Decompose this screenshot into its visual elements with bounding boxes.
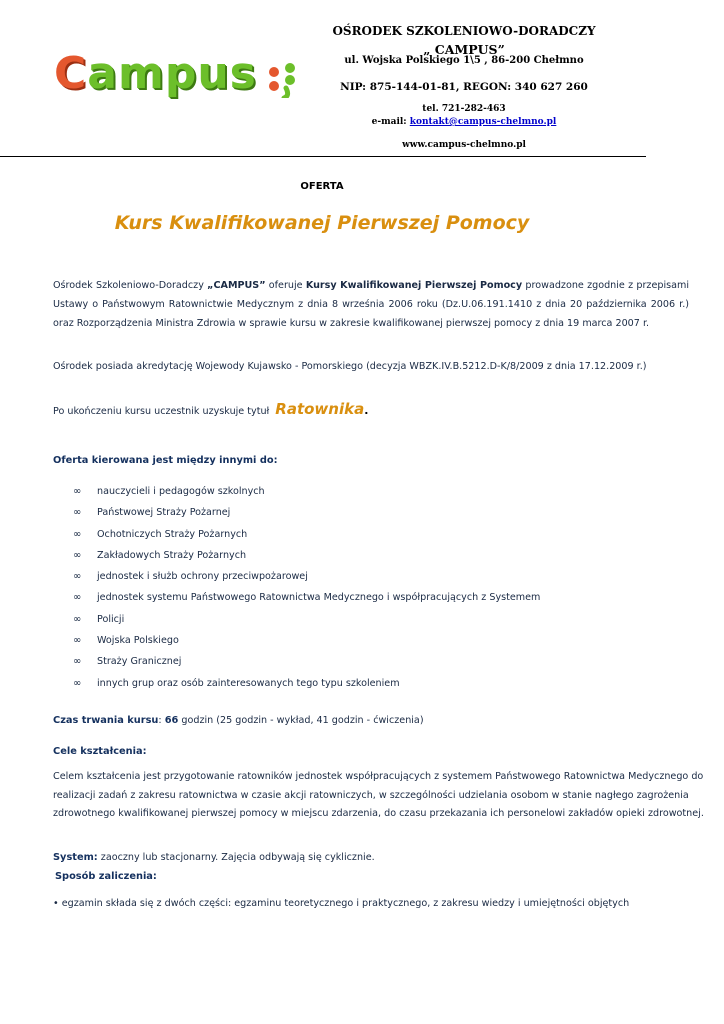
list-item	[73, 609, 540, 630]
audience-heading: Oferta kierowana jest między innymi do:	[53, 455, 278, 466]
system-text: zaoczny lub stacjonarny. Zajęcia odbywają się cyklicznie.	[97, 852, 375, 863]
header-divider	[0, 156, 646, 157]
offer-label: OFERTA	[300, 181, 344, 192]
intro-paragraph	[53, 276, 689, 333]
title-ratownika: Ratownika	[275, 400, 365, 418]
list-item-text: Zakładowych Straży Pożarnych	[97, 549, 247, 561]
logo-wordmark: Campus	[54, 48, 257, 99]
duration-label: Czas trwania kursu	[53, 715, 159, 726]
email-link[interactable]: kontakt@campus-chelmno.pl	[409, 117, 557, 127]
list-item	[73, 566, 540, 587]
list-item-text: Wojska Polskiego	[97, 635, 179, 647]
goals-heading: Cele kształcenia:	[53, 746, 147, 757]
list-item	[73, 630, 540, 651]
list-item-text: Policji	[97, 613, 125, 625]
email-label: e-mail:	[371, 117, 410, 127]
intro-text-a: Ośrodek Szkoleniowo-Doradczy	[53, 280, 208, 291]
accreditation-paragraph: Ośrodek posiada akredytację Wojewody Kujawsko - Pomorskiego (decyzja WBZK.IV.B.5212.D-K/8/2009 z dnia 17.12.2009 r.)	[53, 361, 647, 372]
audience-list	[73, 481, 540, 694]
logo-dots-icon	[266, 58, 306, 98]
list-item-text: jednostek i służb ochrony przeciwpożarowej	[97, 571, 308, 583]
infinity-bullet-icon: ∞	[73, 571, 82, 583]
intro-course-name: Kursy Kwalifikowanej Pierwszej Pomocy	[305, 280, 523, 291]
intro-text-b: oferuje	[265, 280, 306, 291]
duration-colon: :	[158, 715, 165, 726]
list-item	[73, 651, 540, 672]
infinity-bullet-icon: ∞	[73, 549, 82, 561]
intro-campus: „CAMPUS”	[207, 280, 266, 291]
infinity-bullet-icon: ∞	[73, 635, 82, 647]
duration-details: godzin (25 godzin - wykład, 41 godzin - ćwiczenia)	[178, 715, 424, 726]
list-item-text: innych grup oraz osób zainteresowanych tego typu szkoleniem	[97, 677, 400, 689]
title-text: Po ukończeniu kursu uczestnik uzyskuje tytuł	[53, 406, 270, 417]
goals-paragraph: Celem kształcenia jest przygotowanie ratowników jednostek współpracujących z systemem Państwowego Ratownictwa Medycznego do realizacji zadań z zakresu ratownictwa w czasie akcji ratowniczych, w szczególności udzielania osobom w stanie nagłego zagrożenia zdrowotnego kwalifikowanej pierwszej pomocy w miejscu zdarzenia, do czasu przekazania ich personelowi zakładów opieki zdrowotnej.	[53, 771, 704, 819]
list-item	[73, 481, 540, 502]
duration-line	[53, 711, 424, 730]
title-dot: .	[364, 404, 369, 417]
course-title: Kurs Kwalifikowanej Pierwszej Pomocy	[114, 212, 530, 234]
list-item-text: Straży Granicznej	[97, 656, 182, 668]
list-item	[73, 502, 540, 523]
org-name: OŚRODEK SZKOLENIOWO-DORADCZY	[332, 24, 596, 38]
list-item-text: Państwowej Straży Pożarnej	[97, 507, 231, 519]
system-line	[53, 848, 375, 867]
org-email-line	[329, 117, 599, 127]
list-item-text: jednostek systemu Państwowego Ratownictwa Medycznego i współpracujących z Systemem	[97, 592, 541, 604]
assessment-item: • egzamin składa się z dwóch części: egzaminu teoretycznego i praktycznego, z zakresu wiedzy i umiejętności objętych	[53, 898, 630, 909]
list-item-text: Ochotniczych Straży Pożarnych	[97, 528, 248, 540]
org-campus: „ CAMPUS”	[423, 42, 505, 57]
infinity-bullet-icon: ∞	[73, 677, 82, 689]
assessment-heading: Sposób zaliczenia:	[55, 871, 157, 882]
org-nip-regon: NIP: 875-144-01-81, REGON: 340 627 260	[340, 81, 588, 93]
infinity-bullet-icon: ∞	[73, 613, 82, 625]
title-paragraph	[53, 400, 368, 421]
infinity-bullet-icon: ∞	[73, 507, 82, 519]
org-phone: tel. 721-282-463	[422, 104, 506, 114]
intro-text-c: prowadzone zgodnie z przepisami Ustawy o Państwowym Ratownictwie Medycznym z dnia 8 września 2006 roku (Dz.U.06.191.1410 z dnia 20 października 2006 r.) oraz Rozporządzenia Ministra Zdrowia w sprawie kursu w zakresie kwalifikowanej pierwszej pomocy z dnia 19 marca 2007 r.	[53, 280, 690, 329]
infinity-bullet-icon: ∞	[73, 592, 82, 604]
infinity-bullet-icon: ∞	[73, 486, 82, 497]
duration-hours: 66	[164, 715, 179, 726]
infinity-bullet-icon: ∞	[73, 656, 82, 668]
list-item	[73, 587, 540, 608]
list-item	[73, 673, 540, 694]
list-item	[73, 524, 540, 545]
org-address: ul. Wojska Polskiego 1\5 , 86-200 Chełmno	[344, 55, 584, 66]
system-label: System:	[53, 852, 98, 863]
org-website: www.campus-chelmno.pl	[402, 140, 526, 150]
list-item	[73, 545, 540, 566]
list-item-text: nauczycieli i pedagogów szkolnych	[97, 486, 265, 497]
infinity-bullet-icon: ∞	[73, 528, 82, 540]
campus-logo	[54, 48, 314, 102]
